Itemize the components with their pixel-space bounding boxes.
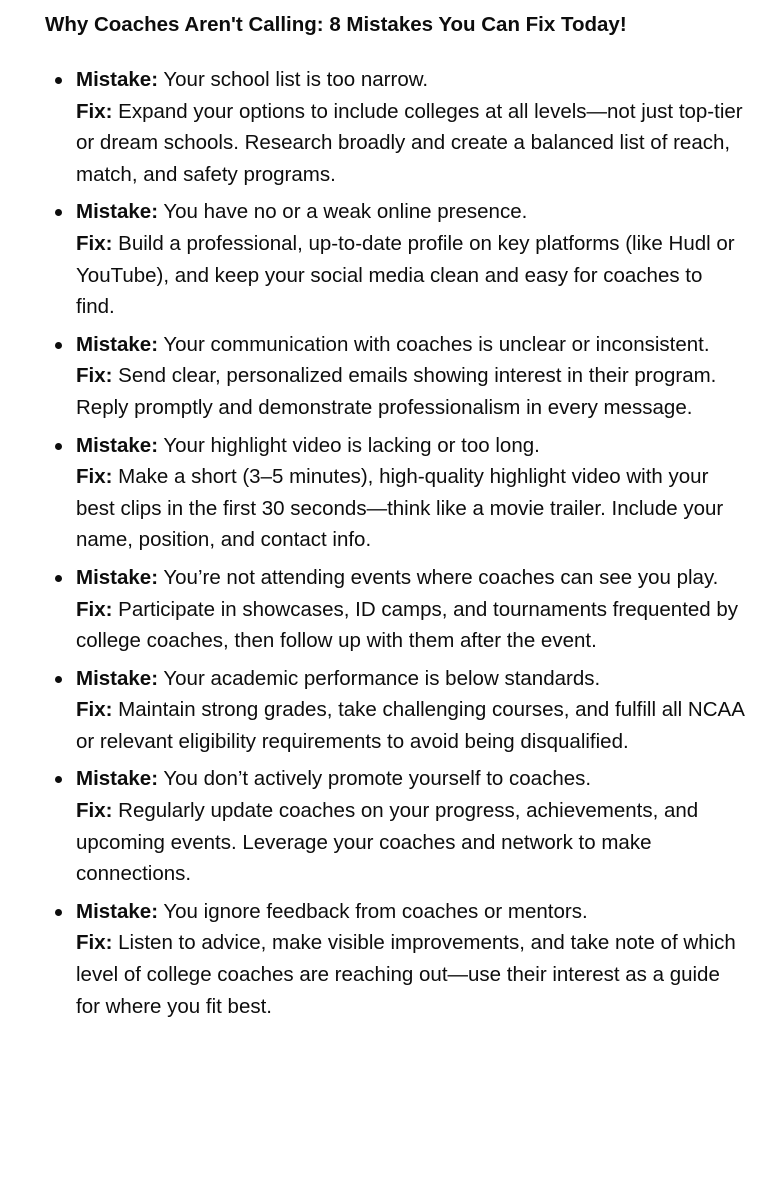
mistake-line bbox=[76, 663, 744, 695]
mistake-line bbox=[76, 196, 744, 228]
fix-text: Maintain strong grades, take challenging courses, and fulfill all NCAA or relevant eligibility requirements to avoid being disqualified. bbox=[76, 698, 744, 753]
fix-label: Fix: bbox=[76, 465, 113, 489]
fix-line bbox=[76, 594, 744, 657]
bullet-icon bbox=[55, 443, 62, 450]
mistakes-list bbox=[45, 64, 744, 1022]
list-item bbox=[45, 64, 744, 190]
mistake-text: Your highlight video is lacking or too long. bbox=[163, 433, 540, 457]
fix-label: Fix: bbox=[76, 931, 113, 955]
bullet-icon bbox=[55, 342, 62, 349]
fix-label: Fix: bbox=[76, 698, 113, 722]
list-item bbox=[45, 562, 744, 657]
fix-label: Fix: bbox=[76, 364, 113, 388]
fix-label: Fix: bbox=[76, 597, 113, 621]
fix-label: Fix: bbox=[76, 231, 113, 255]
mistake-label: Mistake: bbox=[76, 68, 159, 91]
mistake-line bbox=[76, 64, 744, 96]
bullet-icon bbox=[55, 575, 62, 582]
fix-line bbox=[76, 96, 744, 191]
mistake-text: You don’t actively promote yourself to coaches. bbox=[163, 767, 592, 791]
fix-text: Expand your options to include colleges at all levels—not just top-tier or dream schools. Research broadly and create a balanced list of reach, match, and safety programs. bbox=[76, 99, 743, 186]
mistake-label: Mistake: bbox=[76, 899, 159, 923]
fix-text: Build a professional, up-to-date profile on key platforms (like Hudl or YouTube), and keep your social media clean and easy for coaches to find. bbox=[76, 231, 735, 319]
mistake-line bbox=[76, 430, 744, 462]
mistake-text: You have no or a weak online presence. bbox=[163, 200, 528, 224]
fix-line bbox=[76, 360, 744, 423]
list-item bbox=[45, 763, 744, 889]
mistake-text: Your school list is too narrow. bbox=[163, 68, 429, 91]
list-item bbox=[45, 896, 744, 1022]
fix-line bbox=[76, 461, 744, 556]
mistake-line bbox=[76, 763, 744, 795]
bullet-icon bbox=[55, 676, 62, 683]
fix-line bbox=[76, 228, 744, 323]
mistake-text: You ignore feedback from coaches or mentors. bbox=[163, 899, 588, 923]
mistake-line bbox=[76, 329, 744, 361]
list-item bbox=[45, 196, 744, 322]
list-item bbox=[45, 329, 744, 424]
bullet-icon bbox=[55, 209, 62, 216]
mistake-label: Mistake: bbox=[76, 200, 159, 224]
mistake-text: You’re not attending events where coaches can see you play. bbox=[163, 565, 719, 589]
fix-line bbox=[76, 927, 744, 1022]
list-item bbox=[45, 430, 744, 556]
mistake-line bbox=[76, 896, 744, 928]
mistake-label: Mistake: bbox=[76, 767, 159, 791]
page-title: Why Coaches Aren't Calling: 8 Mistakes You Can Fix Today! bbox=[45, 13, 627, 36]
mistake-label: Mistake: bbox=[76, 666, 159, 690]
fix-text: Listen to advice, make visible improvements, and take note of which level of college coaches are reaching out—use their interest as a guide for where you fit best. bbox=[76, 931, 736, 1018]
mistake-text: Your communication with coaches is unclear or inconsistent. bbox=[163, 332, 710, 356]
bullet-icon bbox=[55, 776, 62, 783]
bullet-icon bbox=[55, 77, 62, 84]
mistake-text: Your academic performance is below standards. bbox=[163, 666, 601, 690]
fix-label: Fix: bbox=[76, 99, 113, 123]
mistake-line bbox=[76, 562, 744, 594]
list-item bbox=[45, 663, 744, 758]
fix-text: Participate in showcases, ID camps, and tournaments frequented by college coaches, then follow up with them after the event. bbox=[76, 597, 739, 653]
mistake-label: Mistake: bbox=[76, 433, 159, 457]
fix-text: Send clear, personalized emails showing interest in their program. Reply promptly and demonstrate professionalism in every message. bbox=[76, 364, 717, 419]
fix-text: Make a short (3–5 minutes), high-quality highlight video with your best clips in the first 30 seconds—think like a movie trailer. Include your name, position, and contact info. bbox=[76, 465, 724, 552]
mistake-label: Mistake: bbox=[76, 332, 159, 356]
mistake-label: Mistake: bbox=[76, 565, 159, 589]
fix-line bbox=[76, 795, 744, 890]
fix-text: Regularly update coaches on your progress, achievements, and upcoming events. Leverage your coaches and network to make connections. bbox=[76, 799, 699, 886]
fix-line bbox=[76, 694, 744, 757]
fix-label: Fix: bbox=[76, 799, 113, 823]
bullet-icon bbox=[55, 909, 62, 916]
